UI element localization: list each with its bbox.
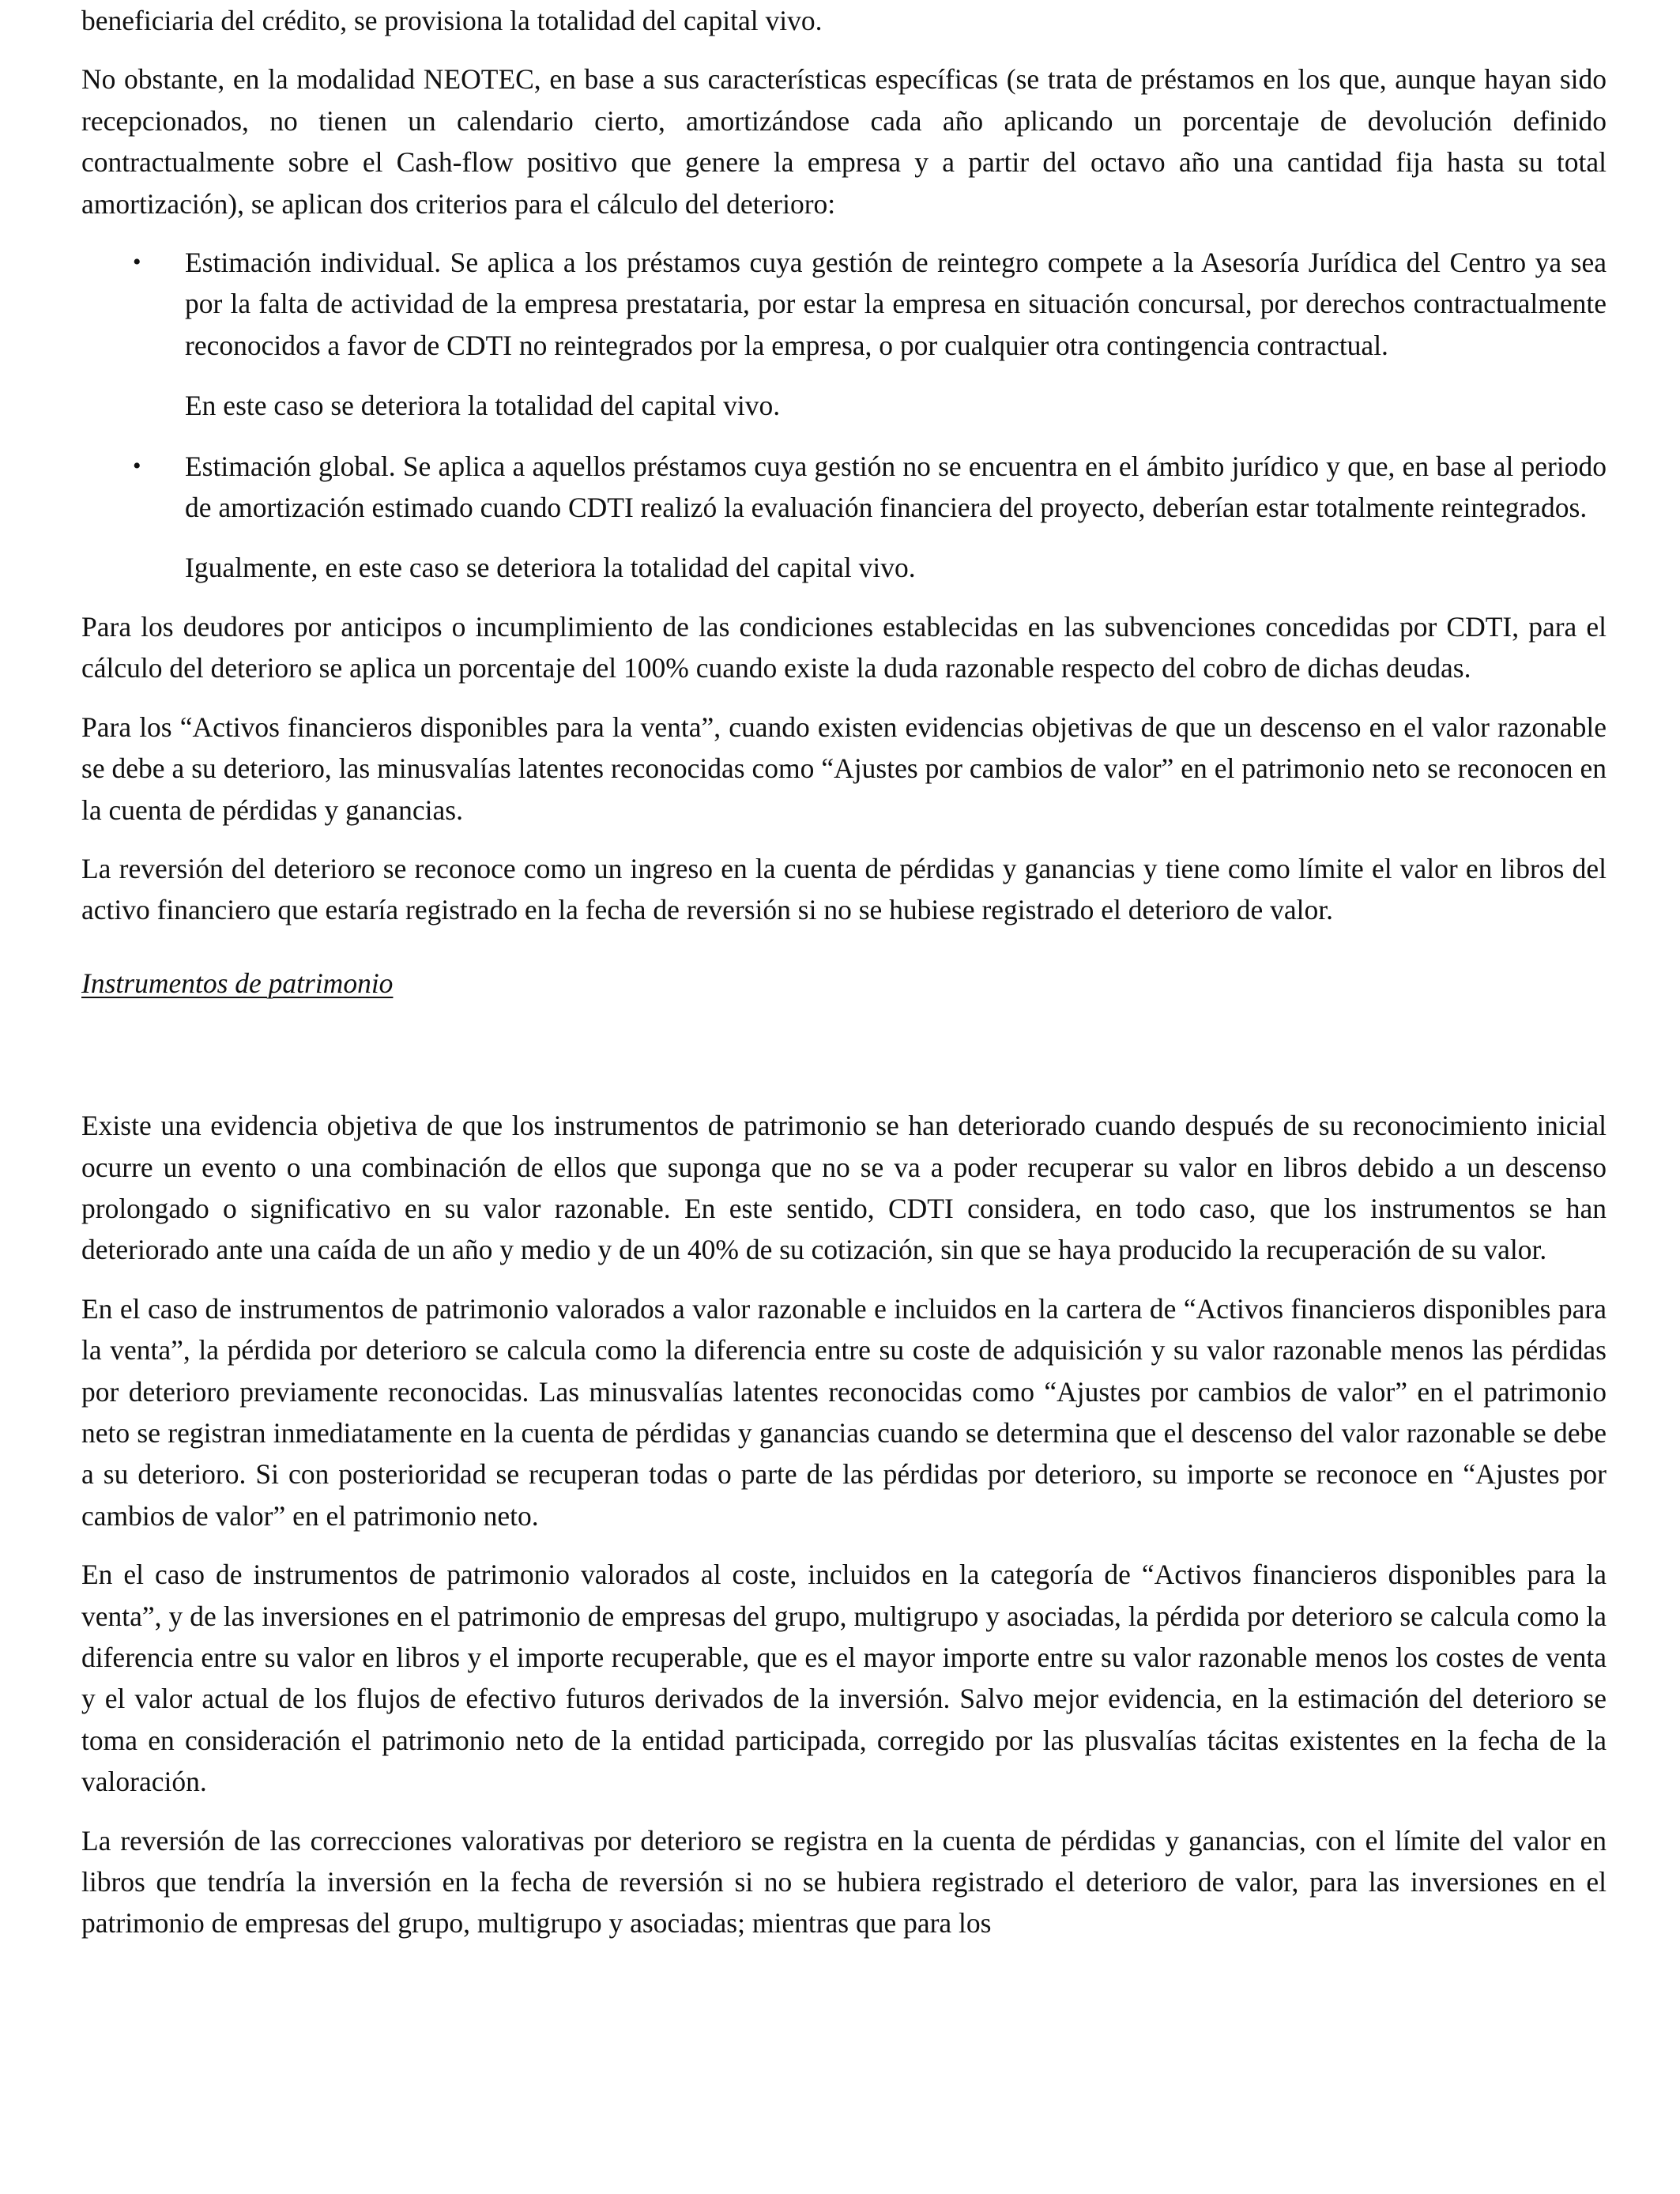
bullet-icon: •	[133, 249, 141, 276]
list-item-estimacion-global	[81, 446, 1607, 589]
paragraph-reversion-correcciones: La reversión de las correcciones valorativas por deterioro se registra en la cuenta de pérdidas y ganancias, con el límite del valor en libros que tendría la inversión en la fecha de reversión si no se hubiera registrado el deterioro de valor, para las inversiones en el patrimonio de empresas del grupo, multigrupo y asociadas; mientras que para los	[81, 1824, 1607, 1940]
paragraph-evidencia-objetiva: Existe una evidencia objetiva de que los instrumentos de patrimonio se han deteriorado cuando después de su reconocimiento inicial ocurre un evento o una combinación de ellos que suponga que no se va a poder recuperar su valor en libros debido a un descenso prolongado o significativo en su valor razonable. En este sentido, CDTI considera, en todo caso, que los instrumentos se han deteriorado ante una caída de un año y medio y de un 40% de su cotización, sin que se haya producido la recuperación de su valor.	[81, 1110, 1607, 1266]
bullet-icon: •	[133, 452, 141, 479]
paragraph-valorados-coste: En el caso de instrumentos de patrimonio valorados al coste, incluidos en la categoría de “Activos financieros disponibles para la venta”, y de las inversiones en el patrimonio de empresas del grupo, multigrupo y asociadas, la pérdida por deterioro se calcula como la diferencia entre su valor en libros y el importe recuperable, que es el mayor importe entre su valor razonable menos los costes de venta y el valor actual de los flujos de efectivo futuros derivados de la inversión. Salvo mejor evidencia, en la estimación del deterioro se toma en consideración el patrimonio neto de la entidad participada, corregido por las plusvalías tácitas existentes en la fecha de la valoración.	[81, 1559, 1607, 1798]
document-page	[81, 0, 1607, 1944]
list-item-text: Estimación individual. Se aplica a los préstamos cuya gestión de reintegro compete a la Asesoría Jurídica del Centro ya sea por la falta de actividad de la empresa prestataria, por estar la empresa en situación concursal, por derechos contractualmente reconocidos a favor de CDTI no reintegrados por la empresa, o por cualquier otra contingencia contractual.	[185, 247, 1607, 361]
list-item-text: Estimación global. Se aplica a aquellos préstamos cuya gestión no se encuentra en el ámbito jurídico y que, en base al periodo de amortización estimado cuando CDTI realizó la evaluación financiera del proyecto, deberían estar totalmente reintegrados.	[185, 450, 1607, 524]
list-item-note: Igualmente, en este caso se deteriora la totalidad del capital vivo.	[185, 552, 916, 584]
paragraph-neotec: No obstante, en la modalidad NEOTEC, en base a sus características específicas (se trata de préstamos en los que, aunque hayan sido recepcionados, no tienen un calendario cierto, amortizándose cada año aplicando un porcentaje de devolución definido contractualmente sobre el Cash-flow positivo que genere la empresa y a partir del octavo año una cantidad fija hasta su total amortización), se aplican dos criterios para el cálculo del deterioro:	[81, 63, 1607, 220]
paragraph-activos-financieros: Para los “Activos financieros disponibles para la venta”, cuando existen evidencias objetivas de que un descenso en el valor razonable se debe a su deterioro, las minusvalías latentes reconocidas como “Ajustes por cambios de valor” en el patrimonio neto se reconocen en la cuenta de pérdidas y ganancias.	[81, 711, 1607, 826]
list-item-note: En este caso se deteriora la totalidad del capital vivo.	[185, 390, 781, 422]
paragraph-deudores: Para los deudores por anticipos o incumplimiento de las condiciones establecidas en las subvenciones concedidas por CDTI, para el cálculo del deterioro se aplica un porcentaje del 100% cuando existe la duda razonable respecto del cobro de dichas deudas.	[81, 610, 1607, 684]
criteria-list	[81, 242, 1607, 589]
paragraph-valor-razonable: En el caso de instrumentos de patrimonio valorados a valor razonable e incluidos en la cartera de “Activos financieros disponibles para la venta”, la pérdida por deterioro se calcula como la diferencia entre su coste de adquisición y su valor razonable menos las pérdidas por deterioro previamente reconocidas. Las minusvalías latentes reconocidas como “Ajustes por cambios de valor” en el patrimonio neto se registran inmediatamente en la cuenta de pérdidas y ganancias cuando se determina que el descenso del valor razonable se debe a su deterioro. Si con posterioridad se recuperan todas o parte de las pérdidas por deterioro, su importe se reconoce en “Ajustes por cambios de valor” en el patrimonio neto.	[81, 1292, 1607, 1532]
paragraph-continuation: beneficiaria del crédito, se provisiona la totalidad del capital vivo.	[81, 5, 823, 36]
paragraph-reversion-deterioro: La reversión del deterioro se reconoce como un ingreso en la cuenta de pérdidas y ganancias y tiene como límite el valor en libros del activo financiero que estaría registrado en la fecha de reversión si no se hubiese registrado el deterioro de valor.	[81, 852, 1607, 926]
section-heading-instrumentos: Instrumentos de patrimonio	[81, 967, 394, 999]
list-item-estimacion-individual	[81, 242, 1607, 427]
